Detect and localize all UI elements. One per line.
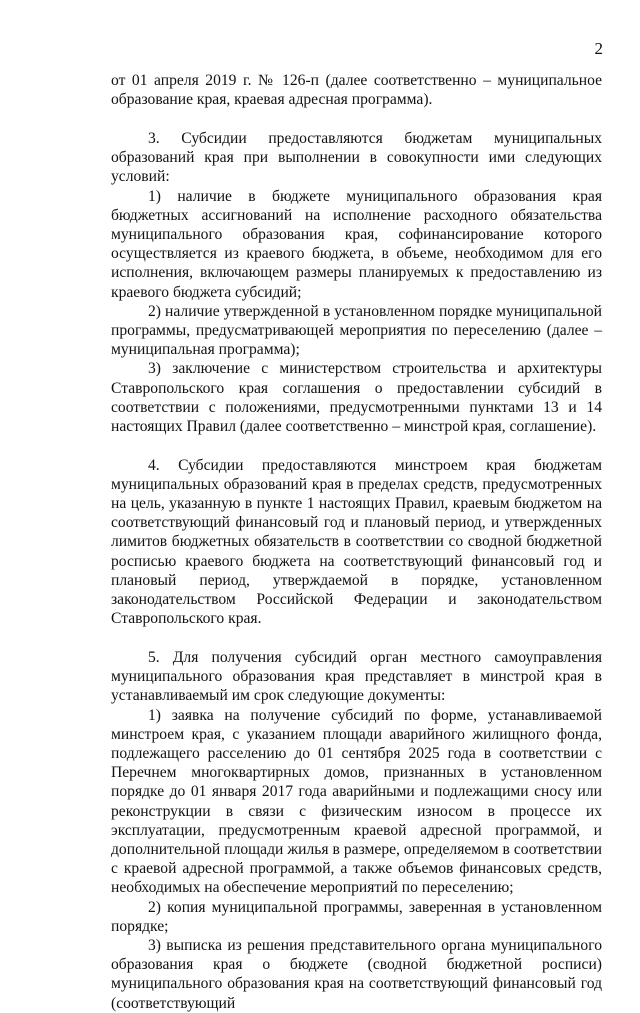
paragraph: 3) выписка из решения представительного органа муниципального образования края о бюджете (сводной бюджетной росписи) муниципального образования края на соответствующий финансовый год (соответствующий (111, 937, 602, 1012)
paragraph: от 01 апреля 2019 г. № 126-п (далее соответственно – муниципальное образование края, краевая адресная программа). (111, 72, 602, 109)
paragraph: 3) заключение с министерством строительства и архитектуры Ставропольского края соглашения о предоставлении субсидий в соответствии с положениями, предусмотренными пунктами 13 и 14 настоящих Правил (далее соответственно – минстрой края, соглашение). (111, 360, 602, 435)
paragraph: 1) наличие в бюджете муниципального образования края бюджетных ассигнований на исполнение расходного обязательства муниципального образования края, софинансирование которого осуществляется из краевого бюджета, в объеме, необходимом для его исполнения, включающем размеры планируемых к предоставлению из краевого бюджета субсидий; (111, 187, 602, 301)
paragraph: 5. Для получения субсидий орган местного самоуправления муниципального образования края представляет в минстрой края в устанавливаемый им срок следующие документы: (111, 648, 602, 705)
paragraph: 2) наличие утвержденной в установленном порядке муниципальной программы, предусматривающей мероприятия по переселению (далее – муниципальная программа); (111, 302, 602, 359)
document-body (111, 71, 602, 1013)
page-number: 2 (594, 39, 603, 58)
paragraph: 2) копия муниципальной программы, заверенная в установленном порядке; (111, 898, 602, 935)
paragraph: 1) заявка на получение субсидий по форме, устанавливаемой минстроем края, с указанием площади аварийного жилищного фонда, подлежащего расселению до 01 сентября 2025 года в соответствии с Перечнем многоквартирных домов, признанных в установленном порядке до 01 января 2017 года аварийными и подлежащими сносу или реконструкции в связи с физическим износом в процессе их эксплуатации, предусмотренным краевой адресной программой, и дополнительной площади жилья в размере, определяемом в соответствии с краевой адресной программой, а также объемов финансовых средств, необходимых на обеспечение мероприятий по переселению; (111, 706, 602, 897)
paragraph: 3. Субсидии предоставляются бюджетам муниципальных образований края при выполнении в совокупности ими следующих условий: (111, 129, 602, 186)
paragraph: 4. Субсидии предоставляются минстроем края бюджетам муниципальных образований края в пределах средств, предусмотренных на цель, указанную в пункте 1 настоящих Правил, краевым бюджетом на соответствующий финансовый год и плановый период, и утвержденных лимитов бюджетных обязательств в соответствии со сводной бюджетной росписью краевого бюджета на соответствующий финансовый год и плановый период, утверждаемой в порядке, установленном законодательством Российской Федерации и законодательством Ставропольского края. (111, 456, 602, 628)
